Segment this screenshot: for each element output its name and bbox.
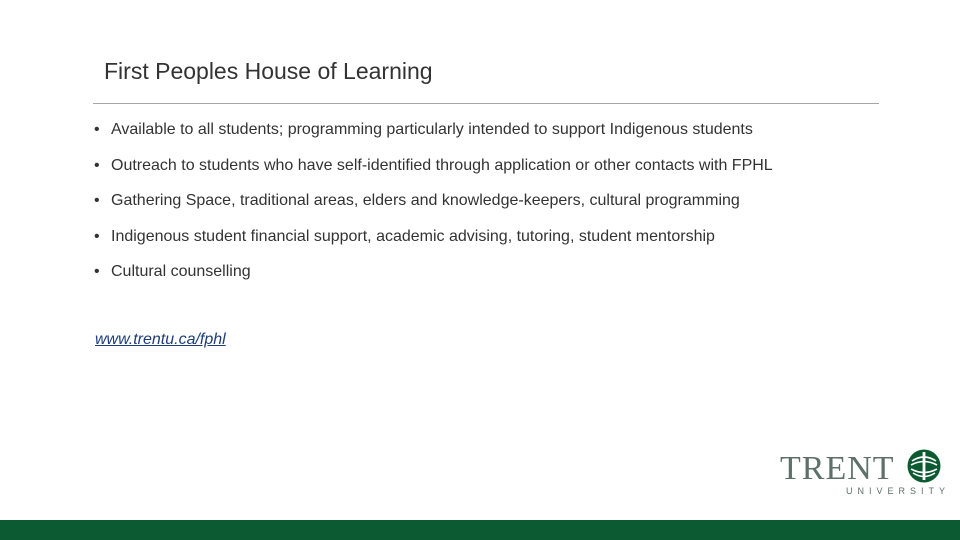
trent-emblem-icon [906, 448, 942, 484]
bullet-list [94, 118, 894, 296]
trent-university-logo [780, 448, 951, 500]
list-item: • Gathering Space, traditional areas, elders and knowledge-keepers, cultural programming [94, 189, 894, 213]
footer-bar [0, 520, 960, 540]
fphl-website-link[interactable]: www.trentu.ca/fphl [95, 331, 226, 348]
slide-title: First Peoples House of Learning [104, 58, 433, 84]
list-item: • Cultural counselling [94, 260, 894, 284]
list-item: • Available to all students; programming particularly intended to support Indigenous students [94, 118, 894, 142]
logo-wordmark: TRENT [780, 450, 895, 487]
list-item: • Indigenous student financial support, academic advising, tutoring, student mentorship [94, 225, 894, 249]
title-divider [93, 103, 879, 104]
logo-subtitle: UNIVERSITY [846, 486, 951, 496]
list-item: • Outreach to students who have self-identified through application or other contacts with FPHL [94, 154, 894, 178]
